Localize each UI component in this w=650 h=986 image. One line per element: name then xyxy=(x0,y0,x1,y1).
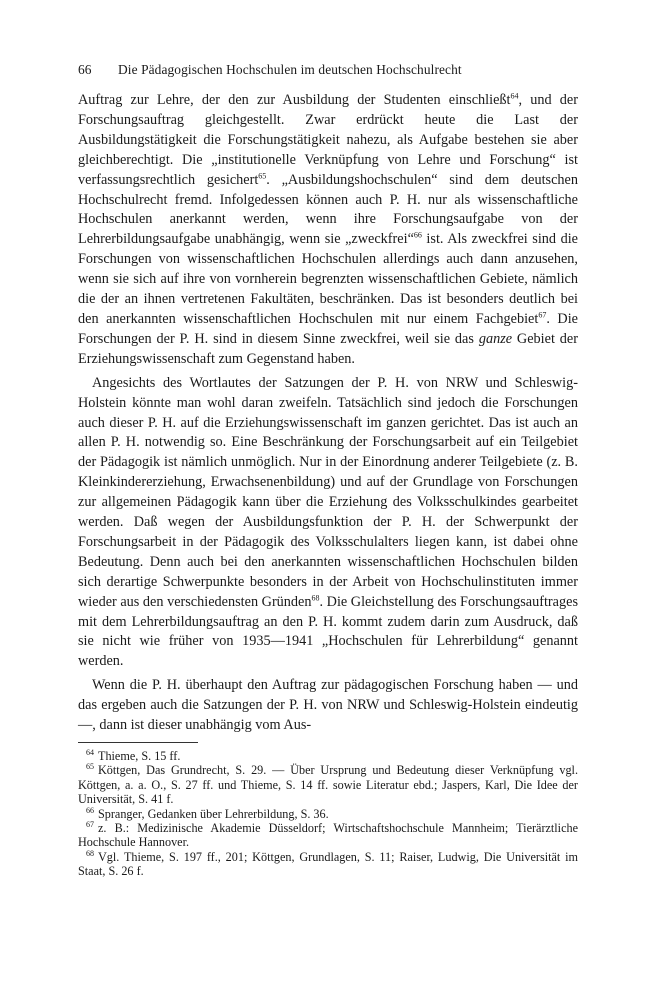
footnote xyxy=(78,807,578,821)
footnote-number: 67 xyxy=(86,819,94,829)
running-title: Die Pädagogischen Hochschulen im deutschen Hochschulrecht xyxy=(118,62,462,77)
footnote-reference: 66 xyxy=(413,230,422,240)
text-segment: Wenn die P. H. überhaupt den Auftrag zur pädagogischen Forschung haben — und das ergeben auch die Satzungen der P. H. von NRW und Schleswig-Holstein eindeutig —, dann ist dieser unabhängig vom Aus- xyxy=(78,677,578,734)
paragraph xyxy=(78,374,578,673)
footnote-reference: 65 xyxy=(258,170,267,180)
text-segment: Gebiet der Erziehungswissenschaft zum Gegenstand haben. xyxy=(78,330,578,367)
text-segment: Auftrag zur Lehre, der den zur Ausbildung der Studenten einschließt xyxy=(78,92,511,108)
text-segment: ist. Als zweckfrei sind die Forschungen von wissenschaftlichen Hochschulen allerdings auch dann anzusehen, wenn sie sich auf ihre von vornherein begrenzten wissenschaftlichen Gebiete, nämlich die der an ihnen vertretenen Fakultäten, beschränken. Das ist besonders deutlich bei den anerkannten wissenschaftlichen Hochschulen mit nur einem Fachgebiet xyxy=(78,231,578,327)
text-segment: , und der Forschungsauftrag gleichgestellt. Zwar erdrückt heute die Last der Ausbildungstätigkeit die Forschungstätigkeit nahezu, als Aufgabe bestehen sie aber gleichberechtigt. Die „institutionelle Verknüpfung von Lehre und Forschung“ ist verfassungsrechtlich gesichert xyxy=(78,92,578,188)
emphasis-text: ganze xyxy=(478,330,513,347)
footnote xyxy=(78,749,578,763)
footnotes xyxy=(78,749,578,879)
footnote-reference: 64 xyxy=(510,91,519,101)
footnote-text: Thieme, S. 15 ff. xyxy=(98,749,181,763)
page-number: 66 xyxy=(78,62,92,77)
footnote-text: Vgl. Thieme, S. 197 ff., 201; Köttgen, Grundlagen, S. 11; Raiser, Ludwig, Die Universität im Staat, S. 26 f. xyxy=(78,849,578,879)
running-head xyxy=(78,62,578,78)
footnote-rule xyxy=(78,742,198,743)
footnote-text: z. B.: Medizinische Akademie Düsseldorf; Wirtschaftshochschule Mannheim; Tierärztliche Hochschule Hannover. xyxy=(78,821,578,850)
paragraph xyxy=(78,91,578,370)
text-segment: . „Ausbildungshochschulen“ sind dem deutschen Hochschulrecht fremd. Infolgedessen können auch P. H. nur als wissenschaftliche Hochschulen anerkannt werden, wenn ihre Forschungsaufgabe von der Lehrerbildungsaufgabe unabhängig, wenn sie „zweckfrei“ xyxy=(78,171,578,248)
footnote-text: Köttgen, Das Grundrecht, S. 29. — Über Ursprung und Bedeutung dieser Verknüpfung vgl. Köttgen, a. a. O., S. 27 ff. und Thieme, S. 14 ff. sowie Literatur ebd.; Jaspers, Karl, Die Idee der Universität, S. 41 f. xyxy=(78,763,578,807)
footnote xyxy=(78,821,578,850)
text-segment: Angesichts des Wortlautes der Satzungen der P. H. von NRW und Schleswig-Holstein könnte man wohl daran zweifeln. Tatsächlich sind jedoch die Forschungen auch dieser P. H. auf die Erziehungswissenschaft im ganzen gerichtet. Das ist auch an allen P. H. notwendig so. Eine Beschränkung der Forschungsarbeit auf ein Teilgebiet der Pädagogik ist nämlich unmöglich. Nur in der Einordnung anderer Teilgebiete (z. B. Kleinkindererziehung, Erwachsenenbildung) und auf der Grundlage von Forschungen zur allgemeinen Pädagogik kann über die Erziehung des Volksschulkindes gearbeitet werden. Daß wegen der Ausbildungsfunktion der P. H. der Schwerpunkt der Forschungsarbeit in der Pädagogik des Volksschulalters liegen kann, ist dabei ohne Bedeutung. Denn auch bei den anerkannten wissenschaftlichen Hochschulen bilden sich derartige Schwerpunkte besonders in der Arbeit von Hochschulinstituten immer wieder aus den verschiedensten Gründen xyxy=(78,374,578,610)
paragraph xyxy=(78,676,578,736)
footnote xyxy=(78,850,578,879)
footnote-text: Spranger, Gedanken über Lehrerbildung, S. 36. xyxy=(98,806,329,821)
text-segment: . Die Gleichstellung des Forschungsauftrages mit dem Lehrerbildungsauftrag an den P. H. kommt zudem darin zum Ausdruck, daß sie nicht wie früher von 1935—1941 „Hochschulen für Lehrerbildung“ genannt werden. xyxy=(78,593,578,670)
footnote-number: 64 xyxy=(86,747,94,757)
footnote-number: 68 xyxy=(86,848,94,858)
footnote-reference: 67 xyxy=(538,310,547,320)
body-text xyxy=(78,91,578,736)
footnote-number: 65 xyxy=(86,762,94,772)
footnote-number: 66 xyxy=(86,805,94,815)
text-segment: . Die Forschungen der P. H. sind in diesem Sinne zweckfrei, weil sie das xyxy=(78,310,578,347)
footnote-reference: 68 xyxy=(311,592,320,602)
footnote xyxy=(78,763,578,806)
